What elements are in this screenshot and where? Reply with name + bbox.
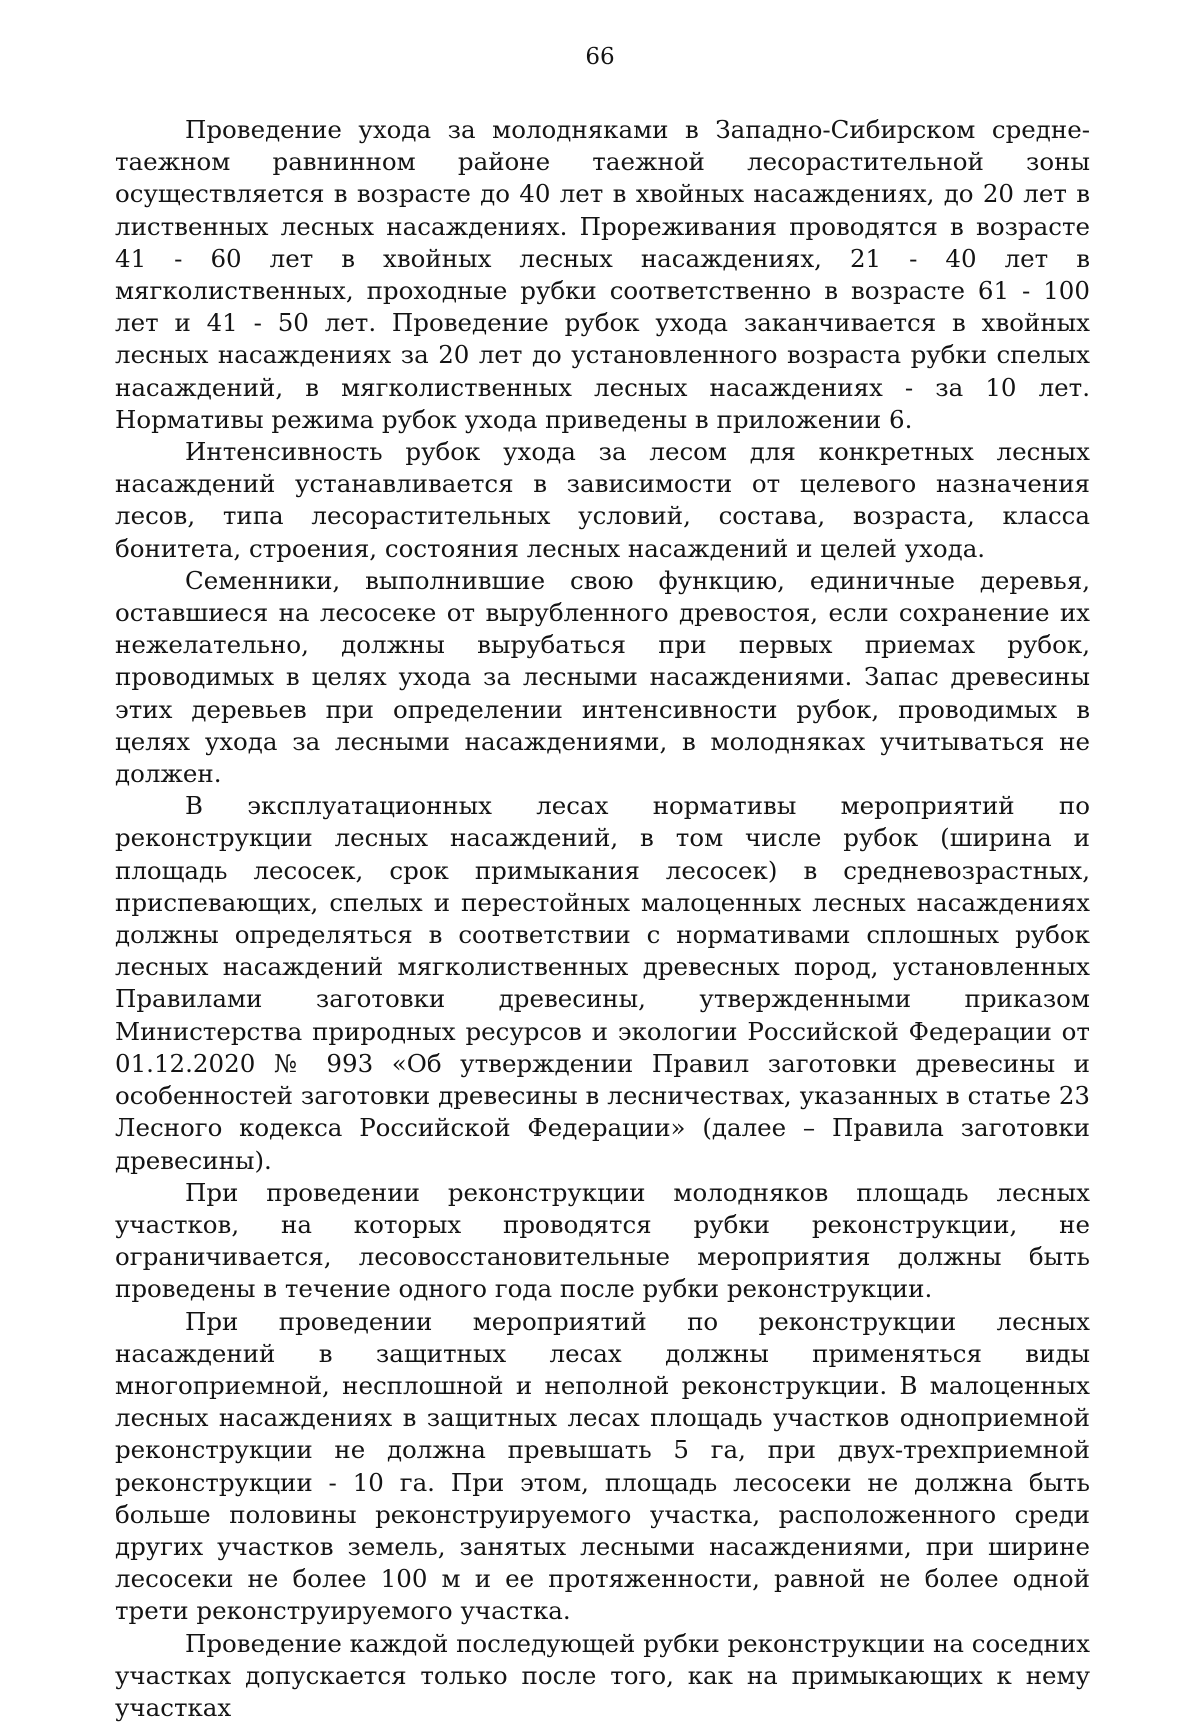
paragraph-intensity: Интенсивность рубок ухода за лесом для конкретных лесных насаждений устанавливается в зависимости от целевого назначения лесов, типа лесорастительных условий, состава, возраста, класса бонитета, строения, состояния лесных насаждений и целей ухода. <box>115 437 1090 563</box>
paragraph-subsequent-felling: Проведение каждой последующей рубки реконструкции на соседних участках допускается только после того, как на примыкающих к нему участках <box>115 1628 1090 1722</box>
body-text <box>115 114 1090 1724</box>
paragraph-seed-trees: Семенники, выполнившие свою функцию, единичные деревья, оставшиеся на лесосеке от вырубленного древостоя, если сохранение их нежелательно, должны вырубаться при первых приемах рубок, проводимых в целях ухода за лесными насаждениями. Запас древесины этих деревьев при определении интенсивности рубок, проводимых в целях ухода за лесными насаждениями, в молодняках учитываться не должен. <box>115 565 1090 789</box>
page-number: 66 <box>585 44 615 70</box>
paragraph-young-stands-reconstruction: При проведении реконструкции молодняков площадь лесных участков, на которых проводятся рубки реконструкции, не ограничивается, лесовосстановительные мероприятия должны быть проведены в течение одного года после рубки реконструкции. <box>115 1177 1090 1304</box>
paragraph-reconstruction-norms: В эксплуатационных лесах нормативы мероприятий по реконструкции лесных насаждений, в том числе рубок (ширина и площадь лесосек, срок примыкания лесосек) в средневозрастных, приспевающих, спелых и перестойных малоценных лесных насаждениях должны определяться в соответствии с нормативами сплошных рубок лесных насаждений мягколиственных древесных пород, установленных Правилами заготовки древесины, утвержденными приказом Министерства природных ресурсов и экологии Российской Федерации от 01.12.2020 № 993 «Об утверждении Правил заготовки древесины и особенностей заготовки древесины в лесничествах, указанных в статье 23 Лесного кодекса Российской Федерации» (далее – Правила заготовки древесины). <box>115 791 1090 1175</box>
paragraph-protective-forests: При проведении мероприятий по реконструкции лесных насаждений в защитных лесах должны применяться виды многоприемной, несплошной и неполной реконструкции. В малоценных лесных насаждениях в защитных лесах площадь участков одноприемной реконструкции не должна превышать 5 га, при двух-трехприемной реконструкции - 10 га. При этом, площадь лесосеки не должна быть больше половины реконструируемого участка, расположенного среди других участков земель, занятых лесными насаждениями, при ширине лесосеки не более 100 м и ее протяженности, равной не более одной трети реконструируемого участка. <box>115 1306 1090 1626</box>
paragraph-thinning-ages: Проведение ухода за молодняками в Западно-Сибирском средне-таежном равнинном районе таежной лесорастительной зоны осуществляется в возрасте до 40 лет в хвойных насаждениях, до 20 лет в лиственных лесных насаждениях. Прореживания проводятся в возрасте 41 - 60 лет в хвойных лесных насаждениях, 21 - 40 лет в мягколиственных, проходные рубки соответственно в возрасте 61 - 100 лет и 41 - 50 лет. Проведение рубок ухода заканчивается в хвойных лесных насаждениях за 20 лет до установленного возраста рубки спелых насаждений, в мягколиственных лесных насаждениях - за 10 лет. Нормативы режима рубок ухода приведены в приложении 6. <box>115 115 1090 434</box>
